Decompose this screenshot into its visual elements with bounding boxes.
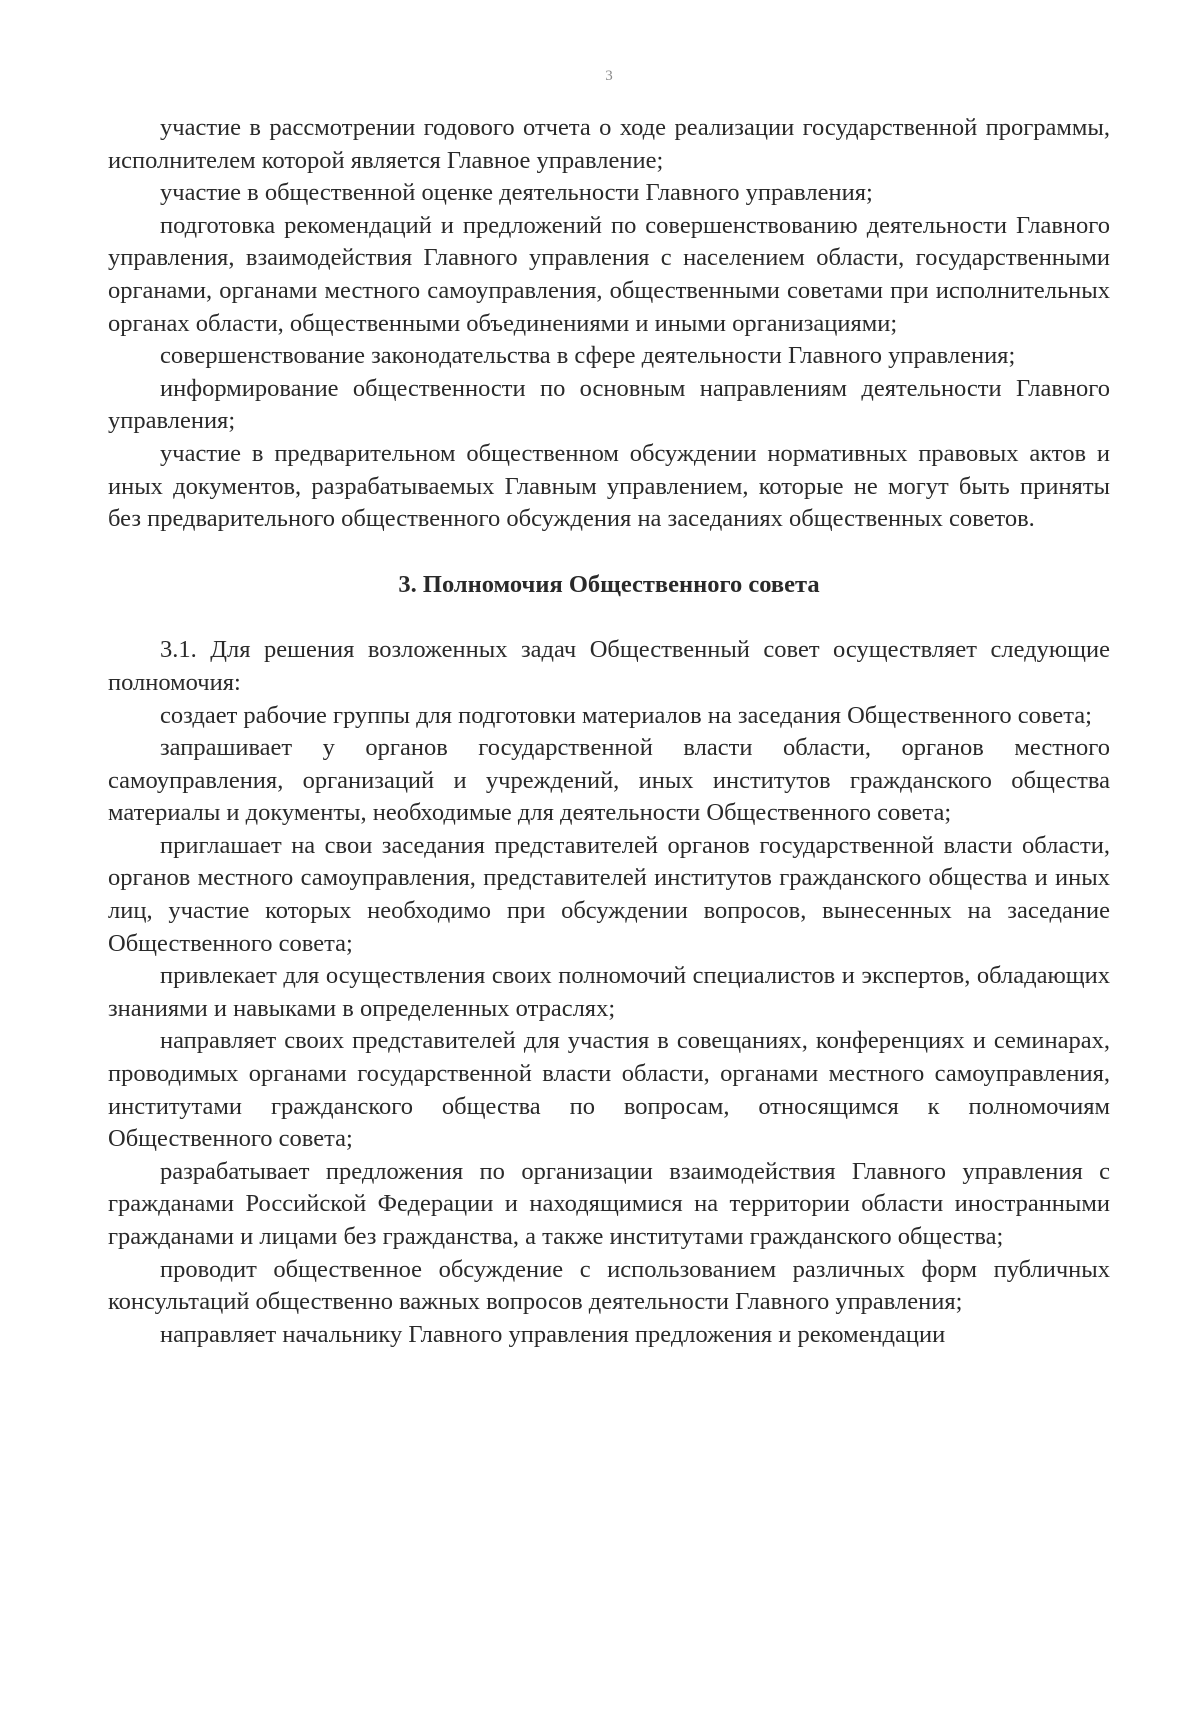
paragraph-sends-representatives: направляет своих представителей для участия в совещаниях, конференциях и семинарах, проводимых органами государственной власти области, органами местного самоуправления, институтами гражданского общества по вопросам, относящимся к полномочиям Общественного совета; <box>108 1027 1110 1153</box>
paragraph-preliminary-discussion: участие в предварительном общественном обсуждении нормативных правовых актов и иных документов, разрабатываемых Главным управлением, которые не могут быть приняты без предварительного общественного обсуждения на заседаниях общественных советов. <box>108 439 1110 533</box>
paragraph-public-assessment: участие в общественной оценке деятельности Главного управления; <box>160 179 873 207</box>
paragraph-working-groups: создает рабочие группы для подготовки материалов на заседания Общественного совета; <box>160 701 1092 729</box>
paragraph-legislation: совершенствование законодательства в сфере деятельности Главного управления; <box>160 342 1016 370</box>
paragraph-interaction-proposals: разрабатывает предложения по организации взаимодействия Главного управления с гражданами Российской Федерации и находящимися на территории области иностранными гражданами и лицами без гражданства, а также институтами гражданского общества; <box>108 1157 1110 1250</box>
paragraph-clause-3-1: 3.1. Для решения возложенных задач Общественный совет осуществляет следующие полномочия: <box>108 636 1110 696</box>
page-number: 3 <box>605 68 613 84</box>
paragraph-annual-report: участие в рассмотрении годового отчета о ходе реализации государственной программы, исполнителем которой является Главное управление; <box>108 114 1110 174</box>
paragraph-engages-experts: привлекает для осуществления своих полномочий специалистов и экспертов, обладающих знаниями и навыками в определенных отраслях; <box>108 962 1110 1022</box>
paragraph-sends-to-head: направляет начальнику Главного управления предложения и рекомендации <box>160 1320 946 1348</box>
document-page <box>108 0 1110 1715</box>
paragraph-invites-representatives: приглашает на свои заседания представителей органов государственной власти области, органов местного самоуправления, представителей институтов гражданского общества и иных лиц, участие которых необходимо при обсуждении вопросов, вынесенных на заседание Общественного совета; <box>108 831 1110 957</box>
paragraph-requests-materials: запрашивает у органов государственной власти области, органов местного самоуправления, организаций и учреждений, иных институтов гражданского общества материалы и документы, необходимые для деятельности Общественного совета; <box>108 734 1110 827</box>
paragraph-recommendations: подготовка рекомендаций и предложений по совершенствованию деятельности Главного управления, взаимодействия Главного управления с населением области, государственными органами, органами местного самоуправления, общественными советами при исполнительных органах области, общественными объединениями и иными организациями; <box>108 211 1110 337</box>
document-body <box>108 112 1110 1351</box>
section-heading: 3. Полномочия Общественного совета <box>398 570 820 598</box>
paragraph-public-consultations: проводит общественное обсуждение с использованием различных форм публичных консультаций общественно важных вопросов деятельности Главного управления; <box>108 1255 1110 1316</box>
paragraph-informing-public: информирование общественности по основным направлениям деятельности Главного управления; <box>108 374 1110 435</box>
